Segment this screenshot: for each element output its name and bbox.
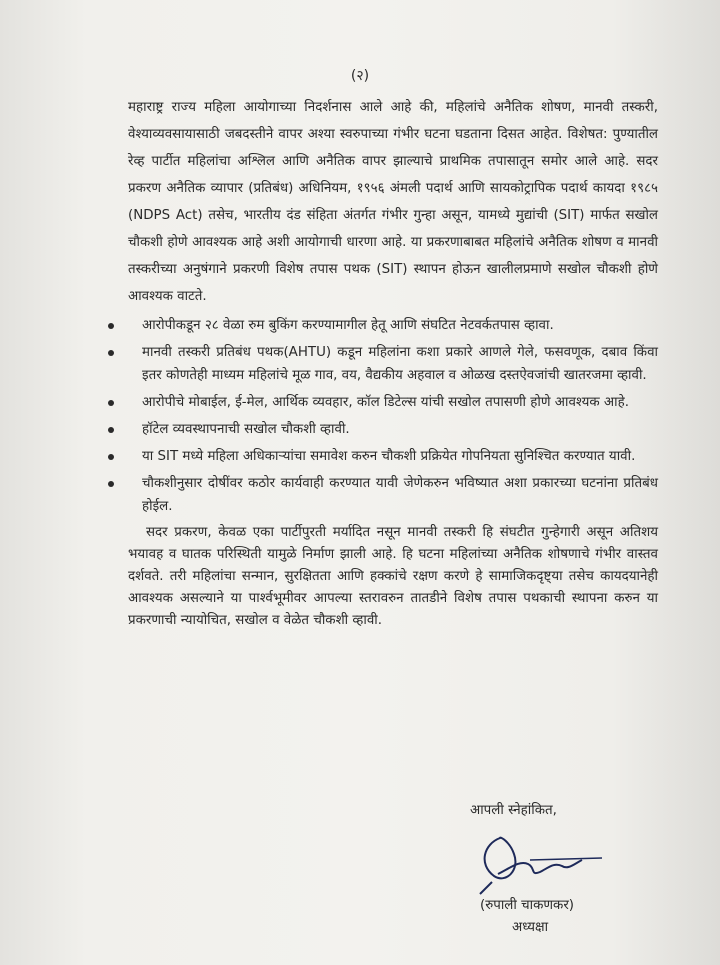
closing-paragraph: सदर प्रकरण, केवळ एका पार्टीपुरती मर्यादित नसून मानवी तस्करी हि संघटीत गुन्हेगारी असून अतिशय भयावह व घातक परिस्थिती यामुळे निर्माण झाली आहे. हि घटना महिलांच्या अनैतिक शोषणाचे गंभीर वास्तव दर्शवते. तरी महिलांचा सन्मान, सुरक्षितता आणि हक्कांचे रक्षण करणे हे सामाजिकदृष्ट्या तसेच कायदयानेही आवश्यक असल्याने या पार्श्वभूमीवर आपल्या स्तरावरुन तातडीने विशेष तपास पथकाची स्थापना करुन या प्रकरणाची न्यायोचित, सखोल व वेळेत चौकशी व्हावी. bbox=[128, 525, 658, 628]
list-item: आरोपीचे मोबाईल, ई-मेल, आर्थिक व्यवहार, कॉल डिटेल्स यांची सखोल तपासणी होणे आवश्यक आहे. bbox=[128, 391, 658, 414]
list-item: मानवी तस्करी प्रतिबंध पथक(AHTU) कडून महिलांना कशा प्रकारे आणले गेले, फसवणूक, दबाव किंवा इतर कोणतेही माध्यम महिलांचे मूळ गाव, वय, वैद्यकीय अहवाल व ओळख दस्तऐवजांची खातरजमा व्हावी. bbox=[128, 341, 658, 387]
handwritten-signature bbox=[470, 830, 610, 900]
demands-list bbox=[128, 314, 658, 518]
list-item: हॉटेल व्यवस्थापनाची सखोल चौकशी व्हावी. bbox=[128, 418, 658, 441]
list-item: आरोपीकडून २८ वेळा रुम बुकिंग करण्यामागील हेतू आणि संघटित नेटवर्कतपास व्हावा. bbox=[128, 314, 658, 337]
list-item: या SIT मध्ये महिला अधिकाऱ्यांचा समावेश करुन चौकशी प्रक्रियेत गोपनियता सुनिश्चित करण्यात यावी. bbox=[128, 445, 658, 468]
opening-paragraph: महाराष्ट्र राज्य महिला आयोगाच्या निदर्शनास आले आहे की, महिलांचे अनैतिक शोषण, मानवी तस्करी, वेश्याव्यवसायासाठी जबदस्तीने वापर अश्या स्वरुपाच्या गंभीर घटना घडताना दिसत आहेत. विशेषत: पुण्यातील रेव्ह पार्टीत महिलांचा अश्लिल आणि अनैतिक वापर झाल्याचे प्राथमिक तपासातून समोर आले आहे. सदर प्रकरण अनैतिक व्यापार (प्रतिबंध) अधिनियम, १९५६ अंमली पदार्थ आणि सायकोट्रापिक पदार्थ कायदा १९८५ (NDPS Act) तसेच, भारतीय दंड संहिता अंतर्गत गंभीर गुन्हा असून, यामध्ये मुद्यांची (SIT) मार्फत सखोल चौकशी होणे आवश्यक आहे अशी आयोगाची धारणा आहे. या प्रकरणाबाबत महिलांचे अनैतिक शोषण व मानवी तस्करीच्या अनुषंगाने प्रकरणी विशेष तपास पथक (SIT) स्थापन होऊन खालीलप्रमाणे सखोल चौकशी होणे आवश्यक वाटते. bbox=[128, 100, 658, 304]
list-item: चौकशीनुसार दोषींवर कठोर कार्यवाही करण्यात यावी जेणेकरुन भविष्यात अशा प्रकारच्या घटनांना प्रतिबंध होईल. bbox=[128, 472, 658, 518]
letter-body bbox=[128, 94, 658, 632]
page-number: (२) bbox=[350, 68, 370, 84]
closing-salutation: आपली स्नेहांकित, bbox=[470, 803, 557, 818]
signatory-name: (रुपाली चाकणकर) bbox=[480, 898, 575, 913]
signatory-title: अध्यक्षा bbox=[512, 920, 549, 935]
